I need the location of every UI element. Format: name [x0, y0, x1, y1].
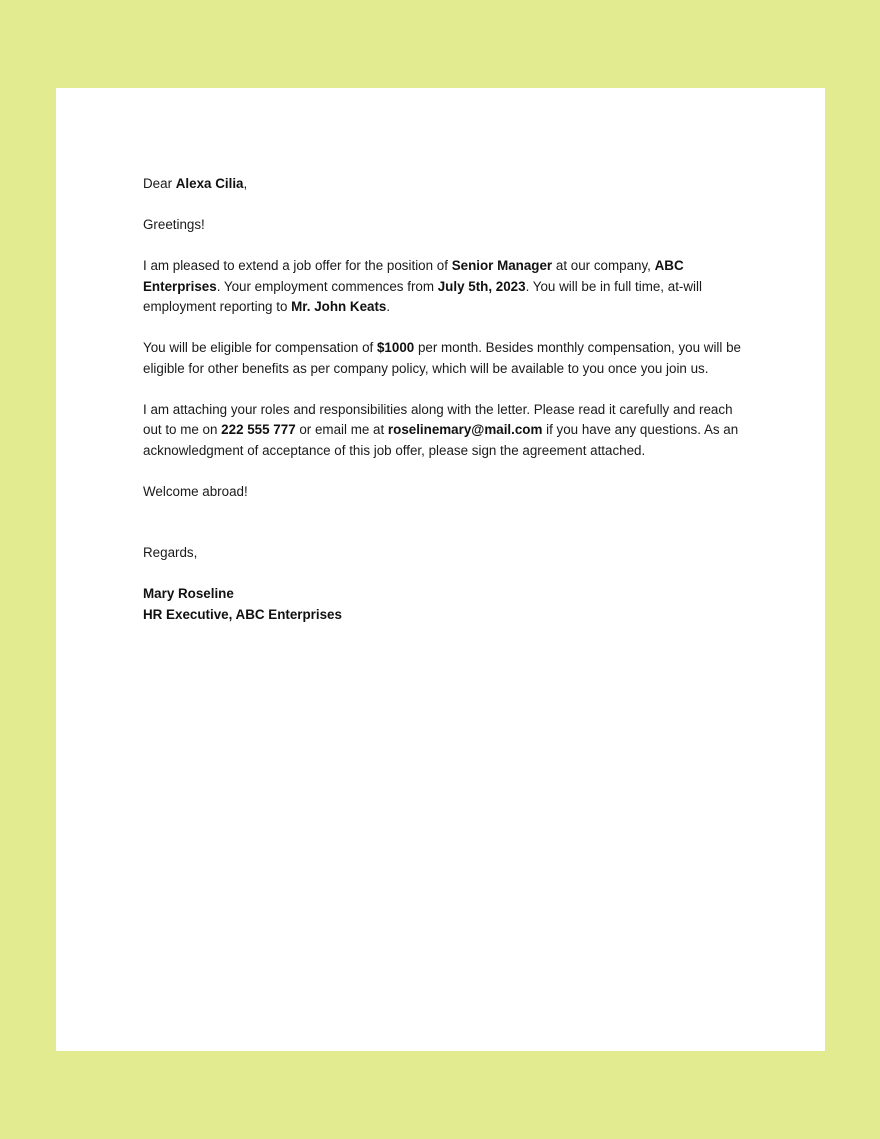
- manager-name: Mr. John Keats: [291, 299, 387, 314]
- letter-body: [143, 174, 743, 625]
- welcome-line: Welcome abroad!: [143, 483, 248, 499]
- position-title: Senior Manager: [451, 258, 553, 273]
- salutation-suffix: ,: [243, 176, 248, 191]
- recipient-name: Alexa Cilia: [175, 176, 244, 191]
- closing: Regards,: [143, 545, 198, 560]
- compensation-paragraph: You will be eligible for compensation of $1000 per month. Besides monthly compensation, you will be eligible for other benefits as per company policy, which will be available to you once you join us.: [143, 340, 741, 376]
- signer-name: Mary Roseline: [143, 586, 234, 601]
- company-name: ABC Enterprises: [143, 258, 684, 294]
- compensation-amount: $1000: [376, 340, 415, 355]
- contact-email: roselinemary@mail.com: [387, 422, 543, 437]
- offer-paragraph: I am pleased to extend a job offer for the position of Senior Manager at our company, ABC Enterprises. Your employment commences from July 5th, 2023. You will be in full time, at-will employment reporting to Mr. John Keats.: [143, 258, 702, 314]
- greeting: Greetings!: [143, 217, 205, 232]
- letter-page: [56, 88, 825, 1051]
- start-date: July 5th, 2023: [437, 278, 526, 294]
- contact-phone: 222 555 777: [221, 422, 296, 437]
- salutation-prefix: Dear: [143, 176, 176, 191]
- salutation: [143, 174, 743, 195]
- contact-paragraph: I am attaching your roles and responsibilities along with the letter. Please read it carefully and reach out to me on 222 555 777 or email me at roselinemary@mail.com if you have any questions. As an acknowledgment of acceptance of this job offer, please sign the agreement attached.: [143, 401, 739, 458]
- signature-block: [143, 584, 743, 625]
- signer-title: HR Executive, ABC Enterprises: [143, 606, 342, 622]
